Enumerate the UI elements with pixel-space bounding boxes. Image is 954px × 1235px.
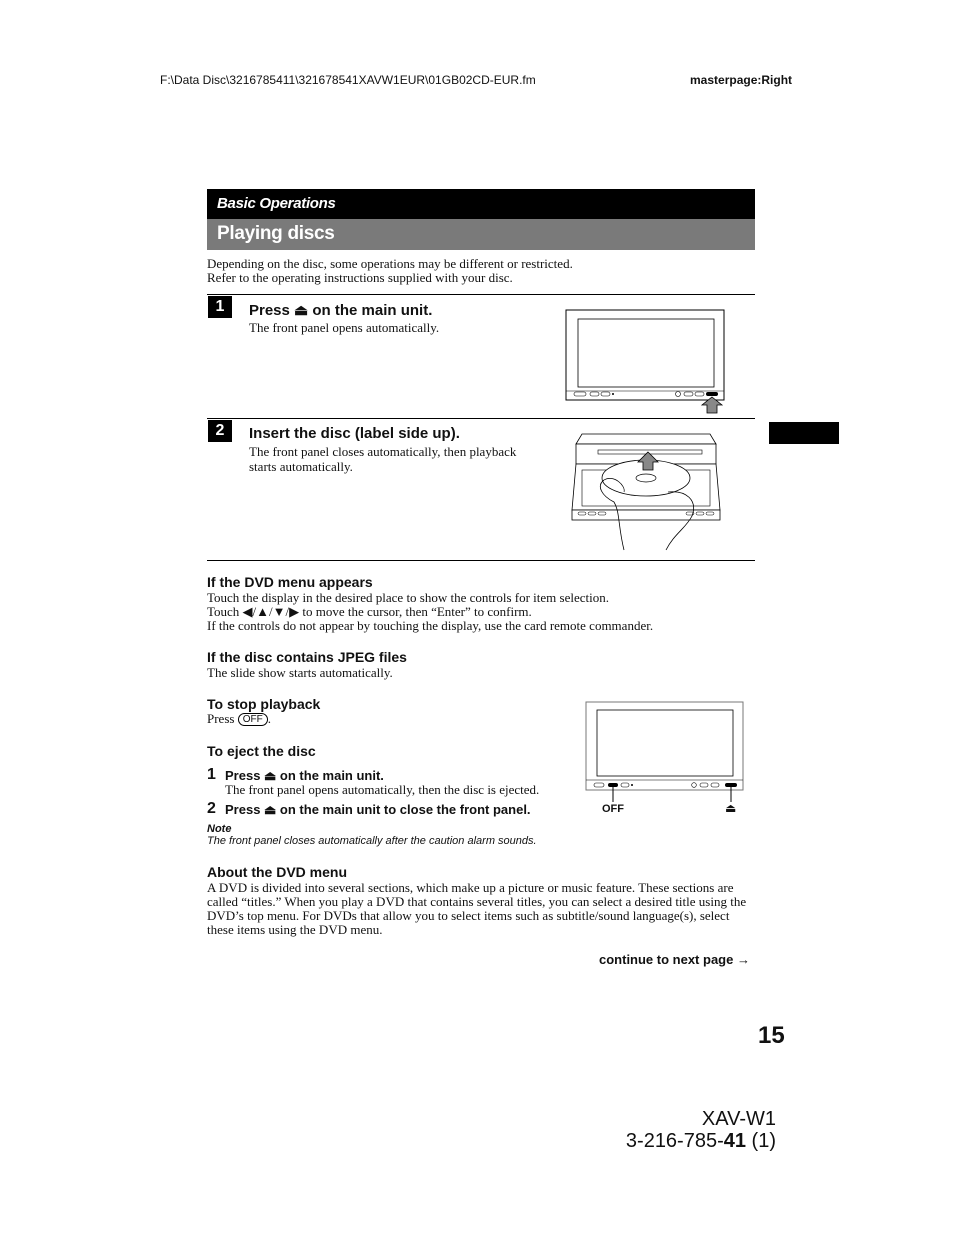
disc-insert-illustration: [568, 430, 724, 554]
off-button-label: OFF: [238, 713, 268, 726]
continue-label: continue to next page →: [599, 952, 750, 967]
title-bar: [207, 219, 755, 250]
divider: [207, 294, 755, 295]
page-number: 15: [758, 1022, 785, 1049]
unit-open-illustration: [560, 305, 732, 415]
model-code-suffix: (1): [746, 1130, 776, 1152]
jpeg-heading: If the disc contains JPEG files: [207, 649, 407, 665]
step-2-heading: Insert the disc (label side up).: [249, 425, 460, 442]
section-title: Basic Operations: [217, 195, 336, 212]
step-2-text-line-2: starts automatically.: [249, 459, 353, 474]
page-title: Playing discs: [217, 223, 335, 244]
off-label: OFF: [602, 803, 624, 815]
intro-line-1: Depending on the disc, some operations may be different or restricted.: [207, 256, 573, 271]
unit-buttons-illustration: [582, 698, 748, 814]
divider: [207, 560, 755, 561]
step-1-heading: Press ⏏ on the main unit.: [249, 302, 433, 319]
step-1-number: 1: [208, 296, 232, 318]
step-1-text: The front panel opens automatically.: [249, 320, 440, 335]
eject-item-1-number: 1: [207, 766, 216, 783]
eject-heading: To eject the disc: [207, 743, 316, 759]
eject-item-1-sub: The front panel opens automatically, then the disc is ejected.: [225, 782, 540, 797]
note-title: Note: [207, 823, 232, 835]
about-line-4: these items using the DVD menu.: [207, 922, 383, 937]
masterpage-label: masterpage:Right: [690, 73, 793, 87]
jpeg-text: The slide show starts automatically.: [207, 665, 393, 680]
about-heading: About the DVD menu: [207, 864, 347, 880]
about-line-1: A DVD is divided into several sections, which make up a picture or music feature. These sections are: [207, 880, 734, 895]
dvd-menu-line-2: Touch ◀/▲/▼/▶ to move the cursor, then “Enter” to confirm.: [207, 604, 532, 619]
eject-item-1-text: Press ⏏ on the main unit.: [225, 768, 384, 783]
model-code-bold: 41: [723, 1130, 746, 1152]
about-line-2: called “titles.” When you play a DVD that contains several titles, you can select a desired title using the: [207, 894, 747, 909]
file-path: F:\Data Disc\3216785411\321678541XAVW1EUR\01GB02CD-EUR.fm: [160, 73, 536, 87]
stop-text: [207, 712, 271, 726]
side-tab: [769, 422, 839, 444]
stop-heading: To stop playback: [207, 696, 321, 712]
model-name: XAV-W1: [701, 1108, 776, 1130]
eject-item-2-number: 2: [207, 800, 216, 817]
eject-icon: ⏏: [725, 801, 737, 815]
dvd-menu-appears-heading: If the DVD menu appears: [207, 574, 373, 590]
intro-line-2: Refer to the operating instructions supplied with your disc.: [207, 270, 513, 285]
model-code-prefix: 3-216-785-: [625, 1130, 724, 1152]
step-2-text-line-1: The front panel closes automatically, then playback: [249, 444, 517, 459]
dvd-menu-line-1: Touch the display in the desired place to show the controls for item selection.: [207, 590, 609, 605]
stop-period: .: [267, 711, 271, 726]
dvd-menu-line-3: If the controls do not appear by touching the display, use the card remote commander.: [207, 618, 654, 633]
step-2-number: 2: [208, 420, 232, 442]
about-line-3: DVD’s top menu. For DVDs that allow you to select items such as subtitle/sound language(s), select: [207, 908, 730, 923]
section-bar: [207, 189, 755, 219]
stop-press: Press: [207, 711, 235, 726]
note-text: The front panel closes automatically after the caution alarm sounds.: [207, 835, 537, 847]
eject-item-2-text: Press ⏏ on the main unit to close the front panel.: [225, 802, 531, 817]
model-code: [600, 1130, 776, 1153]
divider: [207, 418, 755, 419]
